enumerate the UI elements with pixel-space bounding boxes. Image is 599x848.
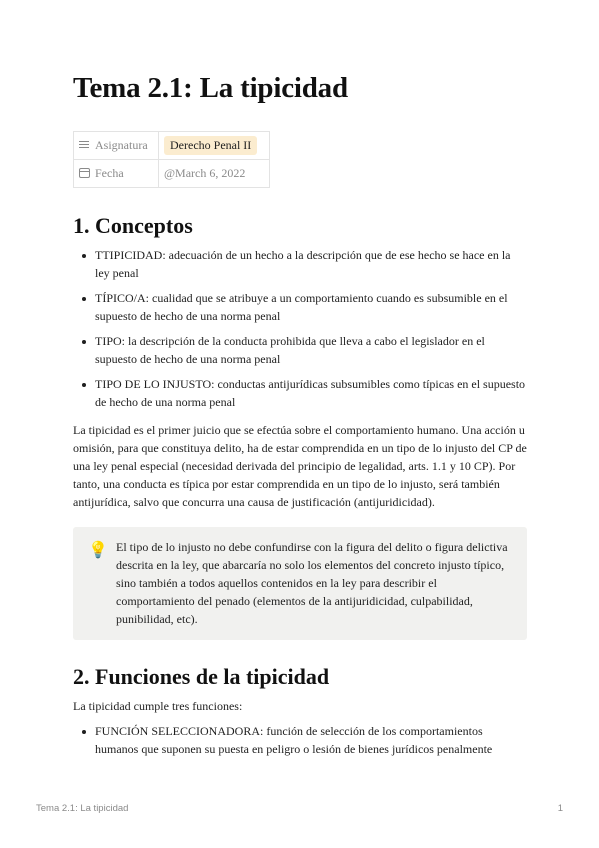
page-title: Tema 2.1: La tipicidad	[73, 72, 348, 104]
callout-box	[73, 527, 527, 640]
list-item: TÍPICO/A: cualidad que se atribuye a un comportamiento cuando es subsumible en el supuesto de hecho de una norma penal	[73, 290, 527, 325]
section-heading-funciones: 2. Funciones de la tipicidad	[73, 664, 330, 689]
property-value-cell[interactable]	[159, 132, 270, 160]
calendar-icon	[79, 168, 90, 178]
page-number: 1	[557, 803, 563, 814]
property-key-cell	[74, 160, 159, 188]
tipicidad-paragraph: La tipicidad es el primer juicio que se efectúa sobre el comportamiento humano. Una acción u omisión, para que constituya delito, ha de estar comprendida en un tipo de lo injusto del CP de una ley penal especial (necesidad derivada del principio de legalidad, arts. 1.1 y 10 CP). Por tanto, una conducta es típica por estar comprendida en un tipo de lo injusto, será también antijurídica, salvo que concurra una causa de justificación (antijuridicidad).	[73, 423, 527, 509]
property-key-asignatura: Asignatura	[95, 138, 148, 152]
funciones-list	[73, 723, 527, 766]
list-item: TIPO: la descripción de la conducta prohibida que lleva a cabo el legislador en el supuesto de hecho de una norma penal	[73, 333, 527, 368]
funciones-intro: La tipicidad cumple tres funciones:	[73, 699, 243, 713]
concepts-list	[73, 247, 527, 419]
footer-title: Tema 2.1: La tipicidad	[36, 803, 129, 814]
list-item: TIPO DE LO INJUSTO: conductas antijurídicas subsumibles como típicas en el supuesto de hecho de una norma penal	[73, 376, 527, 411]
property-row-asignatura	[74, 132, 270, 160]
list-icon	[79, 139, 90, 150]
lightbulb-icon: 💡	[88, 542, 108, 559]
list-item: TTIPICIDAD: adecuación de un hecho a la descripción que de ese hecho se hace en la ley penal	[73, 247, 527, 282]
property-value-cell[interactable]	[159, 160, 270, 188]
list-item: FUNCIÓN SELECCIONADORA: función de selección de los comportamientos humanos que suponen su puesta en peligro o lesión de bienes jurídicos penalmente	[73, 723, 527, 758]
date-value: @March 6, 2022	[164, 166, 246, 180]
property-key-cell	[74, 132, 159, 160]
properties-table	[73, 131, 270, 188]
section-heading-conceptos: 1. Conceptos	[73, 213, 193, 238]
subject-tag: Derecho Penal II	[164, 136, 257, 155]
property-row-fecha	[74, 160, 270, 188]
callout-text: El tipo de lo injusto no debe confundirse con la figura del delito o figura delictiva descrita en la ley, que abarcaría no solo los elementos del concreto injusto típico, sino también a todos aquellos contenidos en la ley para describir el comportamiento del penado (elementos de la antijuridicidad, culpabilidad, punibilidad, etc).	[116, 540, 508, 626]
property-key-fecha: Fecha	[95, 166, 124, 180]
